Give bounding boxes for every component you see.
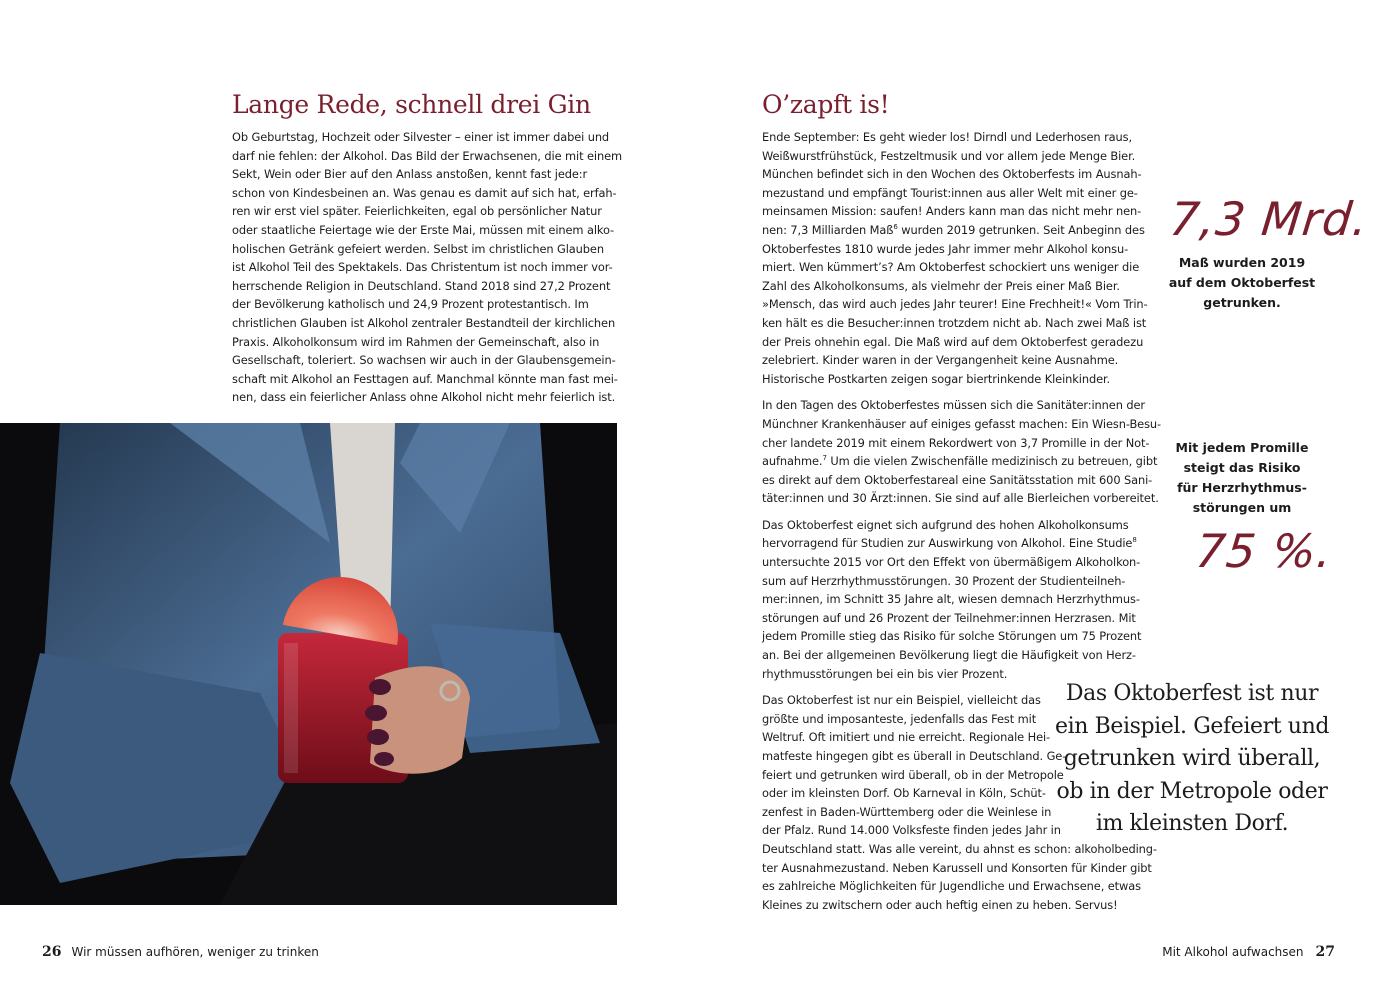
text-line <box>762 452 1158 471</box>
page-number: 26 <box>42 944 62 960</box>
text-line: schon von Kindesbeinen an. Was genau es damit auf sich hat, erfah- <box>232 185 617 200</box>
text-line: ist Alkohol Teil des Spektakels. Das Christentum ist noch immer vor- <box>232 260 613 275</box>
text-line: Historische Postkarten zeigen sogar biertrinkende Kleinkinder. <box>762 371 1111 386</box>
page-number: 27 <box>1315 944 1335 960</box>
text-line: München befindet sich in den Wochen des Oktoberfests im Ausnah- <box>762 167 1142 182</box>
text-line: zenfest in Baden-Württemberg oder die Weinlese in <box>762 804 1052 819</box>
text-line: feiert und getrunken wird überall, ob in der Metropole <box>762 767 1064 782</box>
text-line: Kleines zu zwitschern oder auch heftig einen zu heben. Servus! <box>762 897 1118 912</box>
stat-caption-liters <box>1160 253 1324 313</box>
text-line: »Mensch, das wird auch jedes Jahr teurer! Eine Frechheit!« Vom Trin- <box>762 297 1148 312</box>
footer-chapter-title: Mit Alkohol aufwachsen <box>1162 945 1304 959</box>
text-line: In den Tagen des Oktoberfestes müssen sich die Sanitäter:innen der <box>762 398 1145 413</box>
text-line: Das Oktoberfest ist nur ein Beispiel, vielleicht das <box>762 693 1041 708</box>
text-line: störungen auf und 26 Prozent der Teilnehmer:innen Herzrasen. Mit <box>762 610 1136 625</box>
text-line: cher landete 2019 mit einem Rekordwert von 3,7 Promille in der Not- <box>762 435 1150 450</box>
footer-chapter-title: Wir müssen aufhören, weniger zu trinken <box>71 945 319 959</box>
stat-caption-risk <box>1160 438 1324 518</box>
pull-quote <box>1052 678 1332 841</box>
text-line: sum auf Herzrhythmusstörungen. 30 Prozent der Studienteilneh- <box>762 573 1126 588</box>
footnote-marker[interactable]: 7 <box>822 454 827 463</box>
text-line <box>762 221 1154 240</box>
cocktail-photo-illustration <box>0 423 617 905</box>
text-line: miert. Wen kümmert’s? Am Oktoberfest schockiert uns weniger die <box>762 260 1140 275</box>
paragraph <box>762 128 1154 388</box>
cocktail-photo <box>0 423 617 905</box>
paragraph <box>762 396 1162 508</box>
right-page-heading: O’zapft is! <box>762 90 890 119</box>
quote-line: getrunken wird überall, <box>1063 746 1321 771</box>
text-line: es zahlreiche Möglichkeiten für Jugendliche und Erwachsene, etwas <box>762 879 1141 894</box>
text-line: an. Bei der allgemeinen Bevölkerung liegt die Häufigkeit von Herz- <box>762 648 1136 663</box>
text-line: Oktoberfestes 1810 wurde jedes Jahr immer mehr Alkohol konsu- <box>762 241 1129 256</box>
quote-line: ein Beispiel. Gefeiert und <box>1054 713 1330 739</box>
text-line: herrschende Religion in Deutschland. Stand 2018 sind 27,2 Prozent <box>232 278 611 293</box>
text-line <box>762 534 1154 553</box>
text-line: Münchner Krankenhäuser auf einiges gefasst machen: Ein Wiesn-Besu- <box>762 416 1162 431</box>
footer-left <box>42 944 319 960</box>
left-body-text <box>232 128 620 407</box>
caption-line: für Herzrhythmus- <box>1177 480 1307 495</box>
text-line: Ende September: Es geht wieder los! Dirndl und Lederhosen raus, <box>762 130 1133 144</box>
text-line: ter Ausnahmezustand. Neben Karussell und Konsorten für Kinder gibt <box>762 860 1152 875</box>
text-line: schaft mit Alkohol an Festtagen auf. Manchmal könnte man fast mei- <box>232 371 618 386</box>
caption-line: Mit jedem Promille <box>1175 440 1309 455</box>
caption-line: Maß wurden 2019 <box>1178 255 1306 270</box>
text-line: der Pfalz. Rund 14.000 Volksfeste finden jedes Jahr in <box>762 823 1061 838</box>
text-line: darf nie fehlen: der Alkohol. Das Bild der Erwachsenen, die mit einem <box>232 148 622 163</box>
left-page-heading: Lange Rede, schnell drei Gin <box>232 90 591 119</box>
paragraph <box>762 516 1154 683</box>
footer-right <box>1162 944 1335 960</box>
text-line: Sekt, Wein oder Bier auf den Anlass anstoßen, kennt fast jede:r <box>232 167 588 182</box>
text-line: meinsamen Mission: saufen! Anders kann man das nicht mehr nen- <box>762 204 1142 219</box>
text-span: wurden 2019 getrunken. Seit Anbeginn des <box>897 222 1145 237</box>
quote-line: Das Oktoberfest ist nur <box>1065 681 1319 706</box>
text-line: Zahl des Alkoholkonsums, als vielmehr der Preis einer Maß Bier. <box>762 278 1120 293</box>
quote-line: ob in der Metropole oder <box>1056 778 1328 804</box>
text-line: täter:innen und 30 Ärzt:innen. Sie sind auf alle Bierleichen vorbereitet. <box>762 491 1159 506</box>
caption-line: steigt das Risiko <box>1183 460 1301 475</box>
text-line: der Bevölkerung katholisch und 24,9 Prozent protestantisch. Im <box>232 297 589 312</box>
text-line: nen, dass ein feierlicher Anlass ohne Alkohol nicht mehr feierlich ist. <box>232 390 616 405</box>
text-line: rhythmusstörungen bei ein bis vier Prozent. <box>762 666 1008 681</box>
text-line: größte und imposanteste, jedenfalls das Fest mit <box>762 711 1037 726</box>
text-line: mer:innen, im Schnitt 35 Jahre alt, wiesen demnach Herzrhythmus- <box>762 592 1140 607</box>
caption-line: getrunken. <box>1203 295 1281 310</box>
text-line: Deutschland statt. Was alle vereint, du ahnst es schon: alkoholbeding- <box>762 841 1157 856</box>
caption-line: störungen um <box>1192 500 1292 515</box>
text-line: oder im kleinsten Dorf. Ob Karneval in Köln, Schüt- <box>762 786 1046 801</box>
footnote-marker[interactable]: 6 <box>893 223 898 232</box>
text-line: christlichen Glauben ist Alkohol zentraler Bestandteil der kirchlichen <box>232 315 616 330</box>
text-line: Praxis. Alkoholkonsum wird im Rahmen der Gemeinschaft, also in <box>232 334 600 349</box>
text-line: untersuchte 2015 vor Ort den Effekt von übermäßigem Alkoholkon- <box>762 555 1141 570</box>
text-line: Weißwurstfrühstück, Festzeltmusik und vor allem jede Menge Bier. <box>762 148 1136 163</box>
text-span: nen: 7,3 Milliarden Maß <box>762 222 894 237</box>
text-span: Um die vielen Zwischenfälle medizinisch zu betreuen, gibt <box>826 454 1158 469</box>
text-line: Weltruf. Oft imitiert und nie erreicht. Regionale Hei- <box>762 730 1051 745</box>
text-line: Das Oktoberfest eignet sich aufgrund des hohen Alkoholkonsums <box>762 517 1129 532</box>
text-line: ren wir erst viel später. Feierlichkeiten, egal ob persönlicher Natur <box>232 204 602 219</box>
stat-number-liters: 7,3 Mrd. <box>1167 192 1372 246</box>
text-line: es direkt auf dem Oktoberfestareal eine Sanitätsstation mit 600 Sani- <box>762 472 1153 487</box>
text-line: Ob Geburtstag, Hochzeit oder Silvester – einer ist immer dabei und <box>232 130 610 144</box>
text-span: hervorragend für Studien zur Auswirkung von Alkohol. Eine Studie <box>762 536 1133 551</box>
footnote-marker[interactable]: 8 <box>1132 536 1137 545</box>
quote-line: im kleinsten Dorf. <box>1095 811 1289 836</box>
stat-number-risk: 75 %. <box>1193 524 1336 578</box>
text-line: zelebriert. Kinder waren in der Vergangenheit keine Ausnahme. <box>762 353 1119 368</box>
text-line: der Preis ohnehin egal. Die Maß wird auf dem Oktoberfest geradezu <box>762 334 1144 349</box>
text-line: matfeste hingegen gibt es überall in Deutschland. Ge- <box>762 749 1067 763</box>
caption-line: auf dem Oktoberfest <box>1168 275 1316 290</box>
text-line: Gesellschaft, toleriert. So wachsen wir auch in der Glaubensgemein- <box>232 353 616 368</box>
text-line: holischen Getränk gefeiert werden. Selbst im christlichen Glauben <box>232 241 604 256</box>
text-line: oder staatliche Feiertage wie der Erste Mai, müssen mit einem alko- <box>232 222 615 237</box>
text-line: ken hält es die Besucher:innen trotzdem nicht ab. Nach zwei Maß ist <box>762 315 1147 330</box>
text-line: mezustand und empfängt Tourist:innen aus aller Welt mit einer ge- <box>762 185 1138 200</box>
text-span: aufnahme. <box>762 454 823 469</box>
text-line: jedem Promille stieg das Risiko für solche Störungen um 75 Prozent <box>762 629 1142 644</box>
